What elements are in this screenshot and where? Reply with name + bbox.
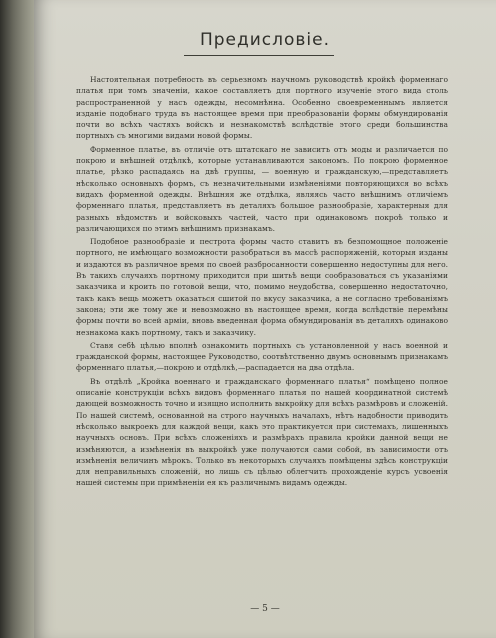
paragraph: Ставя себѣ цѣлью вполнѣ ознакомить портныхъ съ установленной у насъ военной и гражданской формы, настоящее Руководство, соотвѣтственно двумъ основнымъ признакамъ форменнаго платья,—покрою и отдѣлкѣ,—распадается на два отдѣла. [76, 340, 448, 373]
page-title: Предисловіе. [199, 30, 331, 50]
paragraph: Форменное платье, въ отличіе отъ штатскаго не зависитъ отъ моды и различается по покрою и внѣшней отдѣлкѣ, которые устанавливаются закономъ. По покрою форменное платье, рѣзко распадаясь на двѣ группы, — военную и гражданскую,—представляетъ нѣсколько основныхъ формъ, съ незначительными измѣненіями повторяющихся во всѣхъ видахъ форменной одежды. Внѣшняя же отдѣлка, являясь часто внѣшнимъ отличіемъ форменнаго платья, представляетъ въ деталяхъ большое разнообразіе, характерныя для разныхъ вѣдомствъ и войсковыхъ частей, часто при одинаковомъ покроѣ только и различающихся по этимъ внѣшнимъ признакамъ. [76, 144, 448, 233]
book-page [34, 0, 496, 638]
paragraph: Настоятельная потребность въ серьезномъ научномъ руководствѣ кройкѣ форменнаго платья при томъ значеніи, какое составляетъ для портного изученіе этого вида столь распространенной у насъ одежды, несомнѣнна. Особенно своевременнымъ является изданіе подобнаго труда въ настоящее время при преобразованіи формы обмундированія почти во всѣхъ частяхъ войскъ и незнакомствѣ вслѣдствіе этого среди большинства портныхъ съ многими видами новой формы. [76, 75, 448, 141]
paragraph: Подобное разнообразіе и пестрота формы часто ставитъ въ безпомощное положеніе портного, не имѣющаго возможности разобраться въ массѣ распоряженій, которыя изданы и издаются въ различное время по своей разбросанности совершенно недоступны для него. Въ такихъ случаяхъ портному приходится при шитьѣ вещи сообразоваться съ указаніями заказчика и кроить по готовой вещи, что, помимо неудобства, совершенно недостаточно, такъ какъ вещь можетъ оказаться сшитой по вкусу заказчика, а не согласно требованіямъ закона; эти же тому же и невозможно въ настоящее время, когда вслѣдствіе перемѣны формы почти во всей арміи, вновь введенная форма обмундированія въ деталяхъ одинаково незнакома какъ портному, такъ и заказчику. [76, 237, 448, 337]
body-text [76, 74, 448, 491]
title-rule [184, 55, 334, 56]
paragraph: Въ отдѣлѣ „Кройка военнаго и гражданскаго форменнаго платья“ помѣщено полное описаніе конструкціи всѣхъ видовъ форменнаго платья по нашей координатной системѣ дающей возможность точно и изящно исполнить выкройку для всѣхъ размѣровъ и сложеній. По нашей системѣ, основанной на строго научныхъ началахъ, нѣтъ надобности приводить нѣсколько выкроекъ для каждой вещи, какъ это практикуется при системахъ, лишенныхъ научныхъ основъ. При всѣхъ сложеніяхъ и размѣрахъ правила кройки данной вещи не измѣняются, а измѣненія въ выкройкѣ уже получаются сами собой, въ зависимости отъ измѣненія величинъ мѣрокъ. Только въ некоторыхъ случаяхъ помѣщены здѣсь конструкціи для неправильныхъ сложеній, но лишь съ цѣлью облегчить прохожденіе курсъ усвоенія нашей системы при примѣненіи ея къ различнымъ видамъ одежды. [76, 376, 448, 488]
page-number: — 5 — [250, 604, 280, 614]
